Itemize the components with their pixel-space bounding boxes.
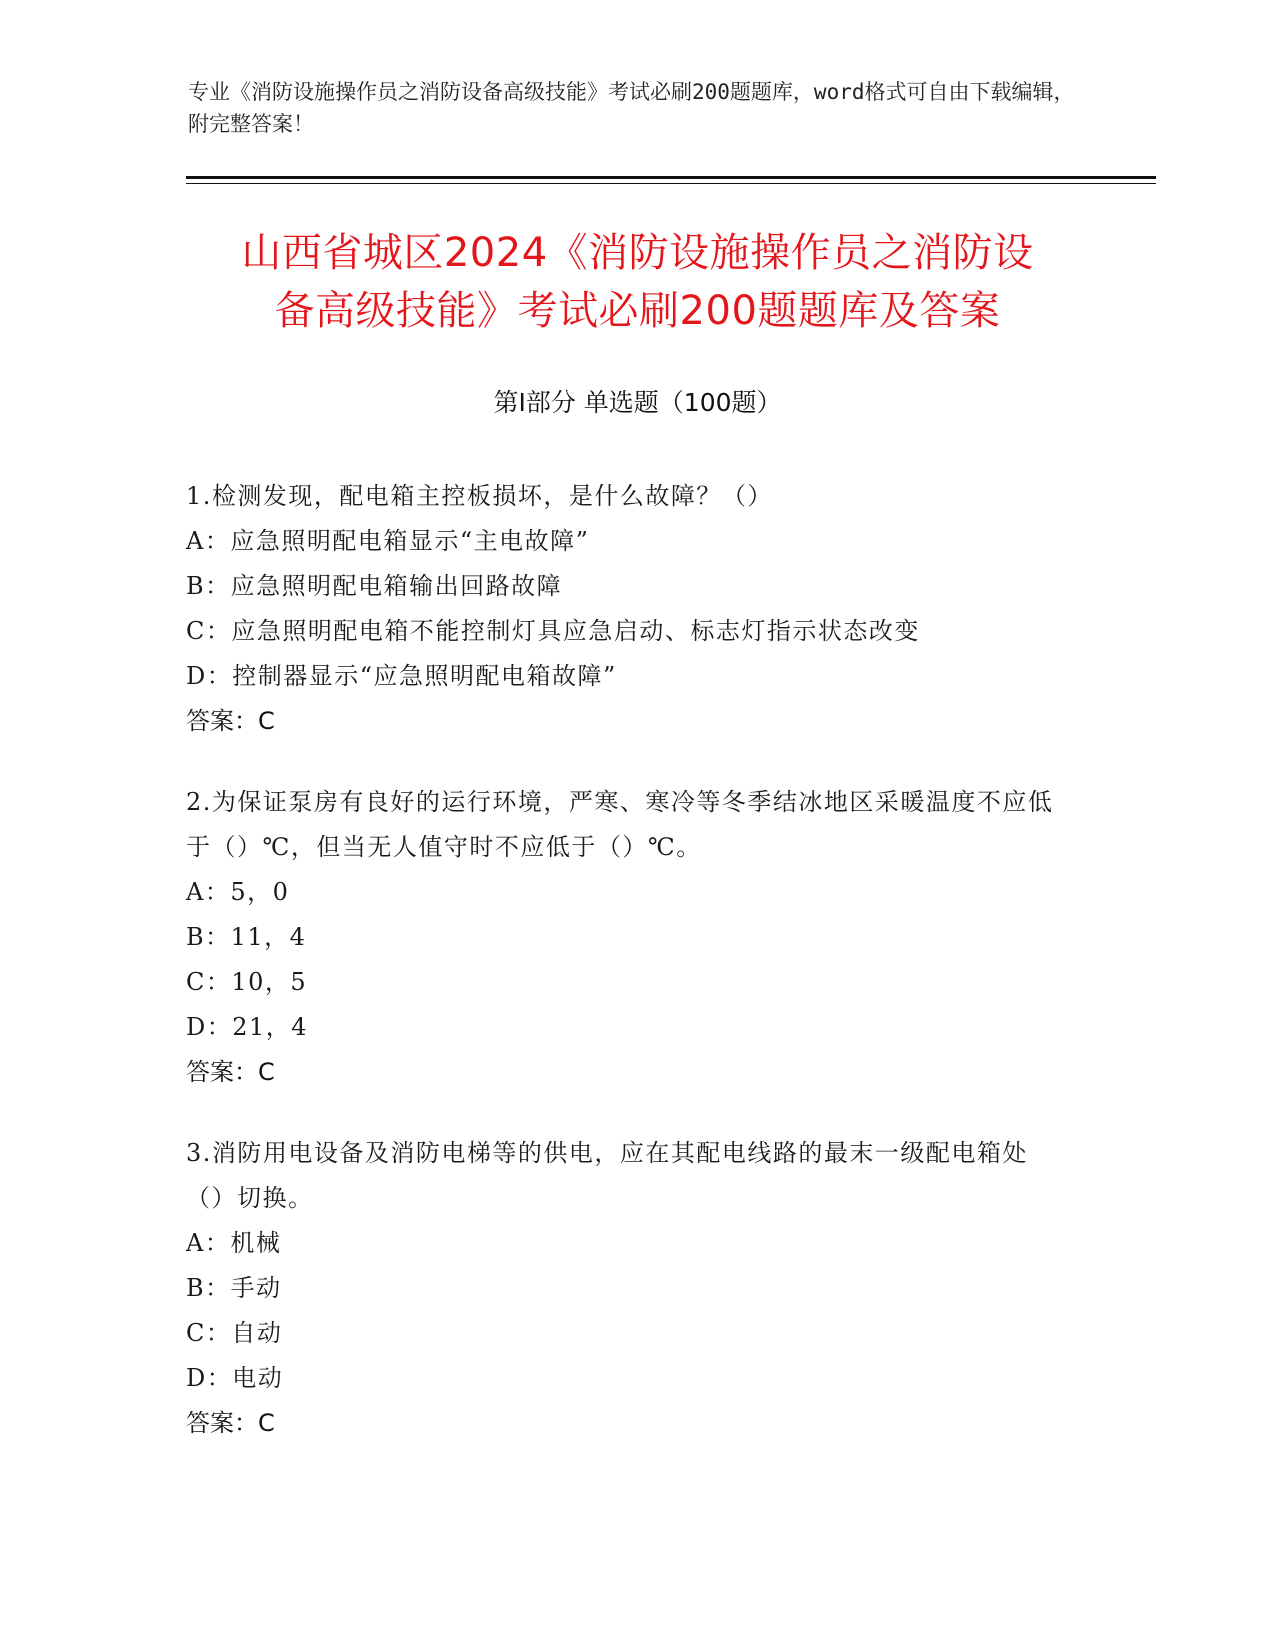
question-option-d: D：21，4	[186, 1013, 309, 1041]
question-stem: 2.为保证泵房有良好的运行环境，严寒、寒冷等冬季结冰地区采暖温度不应低于（）℃，但当无人值守时不应低于（）℃。	[186, 788, 1054, 861]
document-title-line-1: 山西省城区2024《消防设施操作员之消防设	[241, 230, 1034, 276]
question-3	[186, 1131, 1066, 1446]
question-answer: 答案：C	[186, 1058, 275, 1086]
section-title: 第Ⅰ部分 单选题（100题）	[493, 388, 782, 417]
question-option-b: B：手动	[186, 1274, 282, 1302]
header-divider-thin	[186, 183, 1156, 184]
question-stem: 3.消防用电设备及消防电梯等的供电，应在其配电线路的最末一级配电箱处（）切换。	[186, 1139, 1028, 1212]
question-option-b: B：应急照明配电箱输出回路故障	[186, 572, 563, 600]
question-option-c: C：自动	[186, 1319, 283, 1347]
question-list	[186, 474, 1066, 1482]
document-title	[140, 224, 1135, 340]
question-option-c: C：10，5	[186, 968, 308, 996]
document-title-line-2: 备高级技能》考试必刷200题题库及答案	[274, 288, 1001, 334]
header-divider-thick	[186, 176, 1156, 179]
question-option-a: A：应急照明配电箱显示“主电故障”	[186, 527, 590, 555]
question-option-a: A：机械	[186, 1229, 282, 1257]
question-answer: 答案：C	[186, 1409, 275, 1437]
question-option-a: A：5，0	[186, 878, 290, 906]
question-option-d: D：电动	[186, 1364, 284, 1392]
question-option-c: C：应急照明配电箱不能控制灯具应急启动、标志灯指示状态改变	[186, 617, 920, 645]
question-option-d: D：控制器显示“应急照明配电箱故障”	[186, 662, 617, 690]
question-stem: 1.检测发现，配电箱主控板损坏，是什么故障？（）	[186, 482, 773, 510]
question-option-b: B：11，4	[186, 923, 307, 951]
question-1	[186, 474, 1066, 744]
question-2	[186, 780, 1066, 1095]
question-answer: 答案：C	[186, 707, 275, 735]
header-note: 专业《消防设施操作员之消防设备高级技能》考试必刷200题题库，word格式可自由下载编辑，附完整答案！	[188, 80, 1075, 136]
